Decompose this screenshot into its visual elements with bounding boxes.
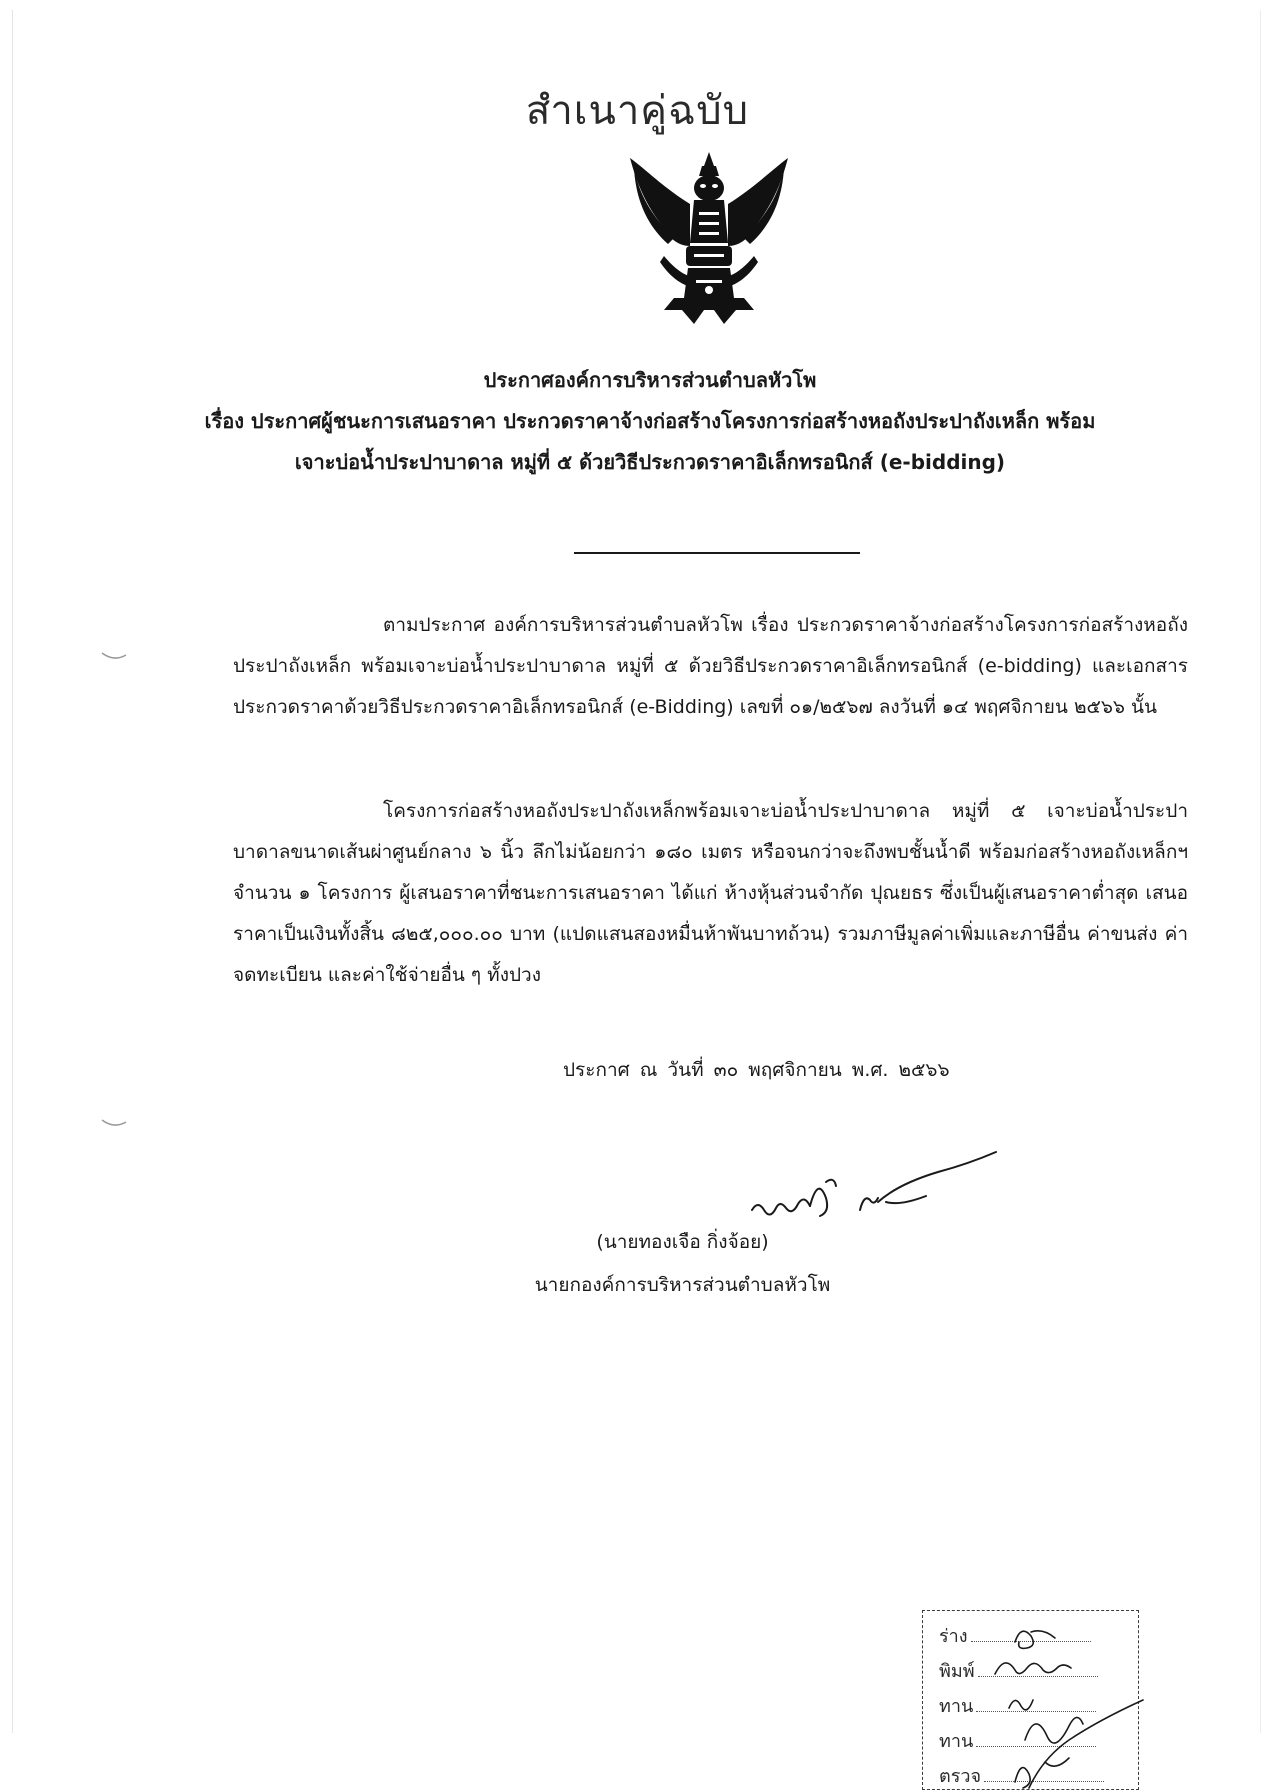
approval-row-check: ตรวจ bbox=[939, 1761, 1119, 1790]
approval-row-typed: พิมพ์ bbox=[939, 1656, 1119, 1685]
paragraph-winner: โครงการก่อสร้างหอถังประปาถังเหล็กพร้อมเจาะบ่อน้ำประปาบาดาล หมู่ที่ ๕ เจาะบ่อน้ำประปาบาดาลขนาดเส้นผ่าศูนย์กลาง ๖ นิ้ว ลึกไม่น้อยกว่า ๑๘๐ เมตร หรือจนกว่าจะถึงพบชั้นน้ำดี พร้อมก่อสร้างหอถังเหล็กฯ จำนวน ๑ โครงการ ผู้เสนอราคาที่ชนะการเสนอราคา ได้แก่ ห้างหุ้นส่วนจำกัด ปุณยธร ซึ่งเป็นผู้เสนอราคาต่ำสุด เสนอราคาเป็นเงินทั้งสิ้น ๘๒๕,๐๐๐.๐๐ บาท (แปดแสนสองหมื่นห้าพันบาทถ้วน) รวมภาษีมูลค่าเพิ่มและภาษีอื่น ค่าขนส่ง ค่าจดทะเบียน และค่าใช้จ่ายอื่น ๆ ทั้งปวง bbox=[233, 800, 1188, 986]
approval-row-review-1: ทาน bbox=[939, 1691, 1119, 1720]
garuda-emblem-icon bbox=[624, 148, 794, 326]
paragraph-reference: ตามประกาศ องค์การบริหารส่วนตำบลหัวโพ เรื่อง ประกวดราคาจ้างก่อสร้างโครงการก่อสร้างหอถังประปาถังเหล็ก พร้อมเจาะบ่อน้ำประปาบาดาล หมู่ที่ ๕ ด้วยวิธีประกวดราคาอิเล็กทรอนิกส์ (e-bidding) และเอกสารประกวดราคาด้วยวิธีประกวดราคาอิเล็กทรอนิกส์ (e-Bidding) เลขที่ ๐๑/๒๕๖๗ ลงวันที่ ๑๔ พฤศจิกายน ๒๕๖๖ นั้น bbox=[233, 614, 1188, 718]
scan-mark-icon bbox=[100, 1117, 128, 1131]
announcement-date: ประกาศ ณ วันที่ ๓๐ พฤศจิกายน พ.ศ. ๒๕๖๖ bbox=[563, 1059, 950, 1081]
approval-row-review-2: ทาน bbox=[939, 1726, 1119, 1755]
scan-mark-icon bbox=[100, 650, 128, 664]
subject-line-1: เรื่อง ประกาศผู้ชนะการเสนอราคา ประกวดราคาจ้างก่อสร้างโครงการก่อสร้างหอถังประปาถังเหล็ก พร้อม bbox=[204, 409, 1096, 433]
signer-title: นายกองค์การบริหารส่วนตำบลหัวโพ bbox=[534, 1274, 831, 1296]
divider-rule bbox=[574, 552, 860, 554]
approval-row-draft: ร่าง bbox=[939, 1621, 1119, 1650]
announcement-title: ประกาศองค์การบริหารส่วนตำบลหัวโพ bbox=[483, 368, 817, 392]
approval-initials bbox=[985, 1612, 1160, 1792]
signer-name: (นายทองเจือ กิ่งจ้อย) bbox=[596, 1231, 769, 1253]
subject-line-2: เจาะบ่อน้ำประปาบาดาล หมู่ที่ ๕ ด้วยวิธีประกวดราคาอิเล็กทรอนิกส์ (e-bidding) bbox=[294, 450, 1006, 474]
copy-stamp-title: สำเนาคู่ฉบับ bbox=[525, 88, 750, 134]
